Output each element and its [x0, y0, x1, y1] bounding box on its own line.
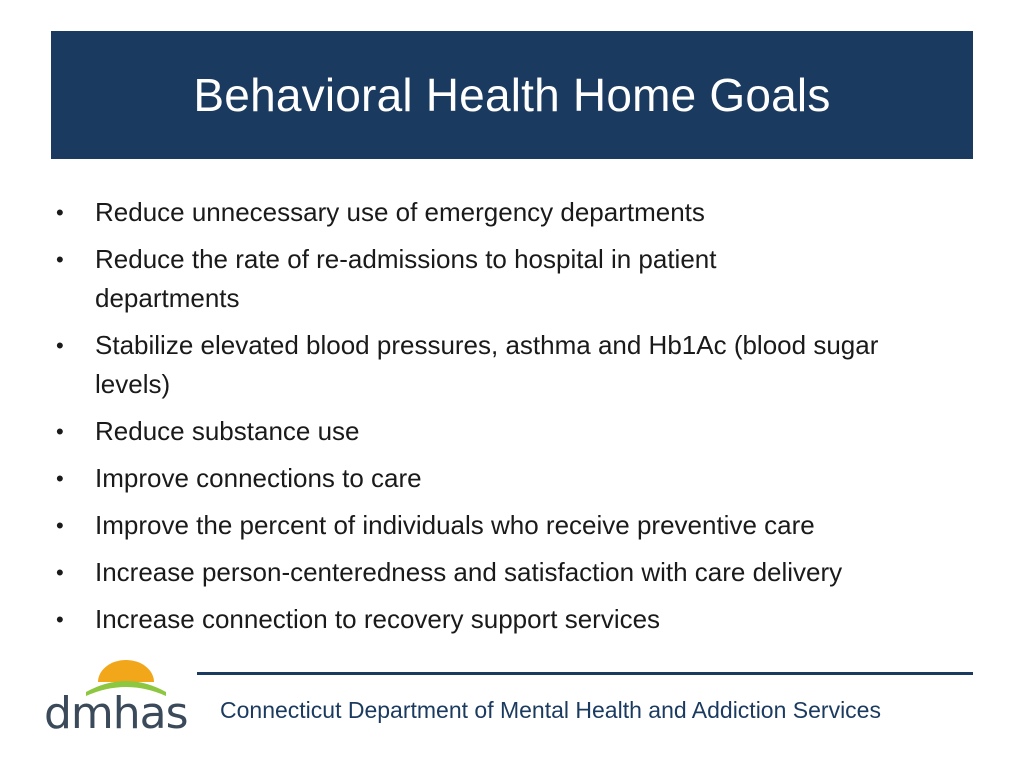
bullet-icon: •	[56, 419, 64, 444]
goal-item	[50, 506, 970, 545]
bullet-icon: •	[56, 333, 64, 358]
goal-item	[50, 600, 970, 639]
goal-item	[50, 553, 970, 592]
goals-list	[50, 193, 970, 647]
bullet-icon: •	[56, 247, 64, 272]
goal-text: Increase connection to recovery support services	[95, 604, 661, 634]
goal-item	[50, 240, 970, 318]
bullet-icon: •	[56, 200, 64, 225]
bullet-icon: •	[56, 466, 64, 491]
goal-item	[50, 193, 970, 232]
goal-text: Increase person-centeredness and satisfaction with care delivery	[95, 557, 843, 587]
goal-text: Improve the percent of individuals who receive preventive care	[95, 510, 815, 540]
goal-text: Stabilize elevated blood pressures, asthma and Hb1Ac (blood sugar levels)	[95, 330, 879, 399]
goal-item	[50, 459, 970, 498]
dmhas-logo	[42, 656, 188, 740]
goal-text: Reduce substance use	[95, 416, 360, 446]
title-banner	[51, 31, 973, 159]
bullet-icon: •	[56, 607, 64, 632]
goal-text: Reduce the rate of re-admissions to hospital in patient departments	[95, 244, 717, 313]
bullet-icon: •	[56, 560, 64, 585]
goal-text: Reduce unnecessary use of emergency departments	[95, 197, 705, 227]
goal-item	[50, 326, 970, 404]
footer-divider	[197, 672, 973, 675]
goal-item	[50, 412, 970, 451]
goal-text: Improve connections to care	[95, 463, 422, 493]
bullet-icon: •	[56, 513, 64, 538]
logo-wordmark: dmhas	[44, 688, 188, 739]
footer-organization: Connecticut Department of Mental Health and Addiction Services	[220, 697, 881, 723]
slide-title: Behavioral Health Home Goals	[193, 69, 831, 121]
